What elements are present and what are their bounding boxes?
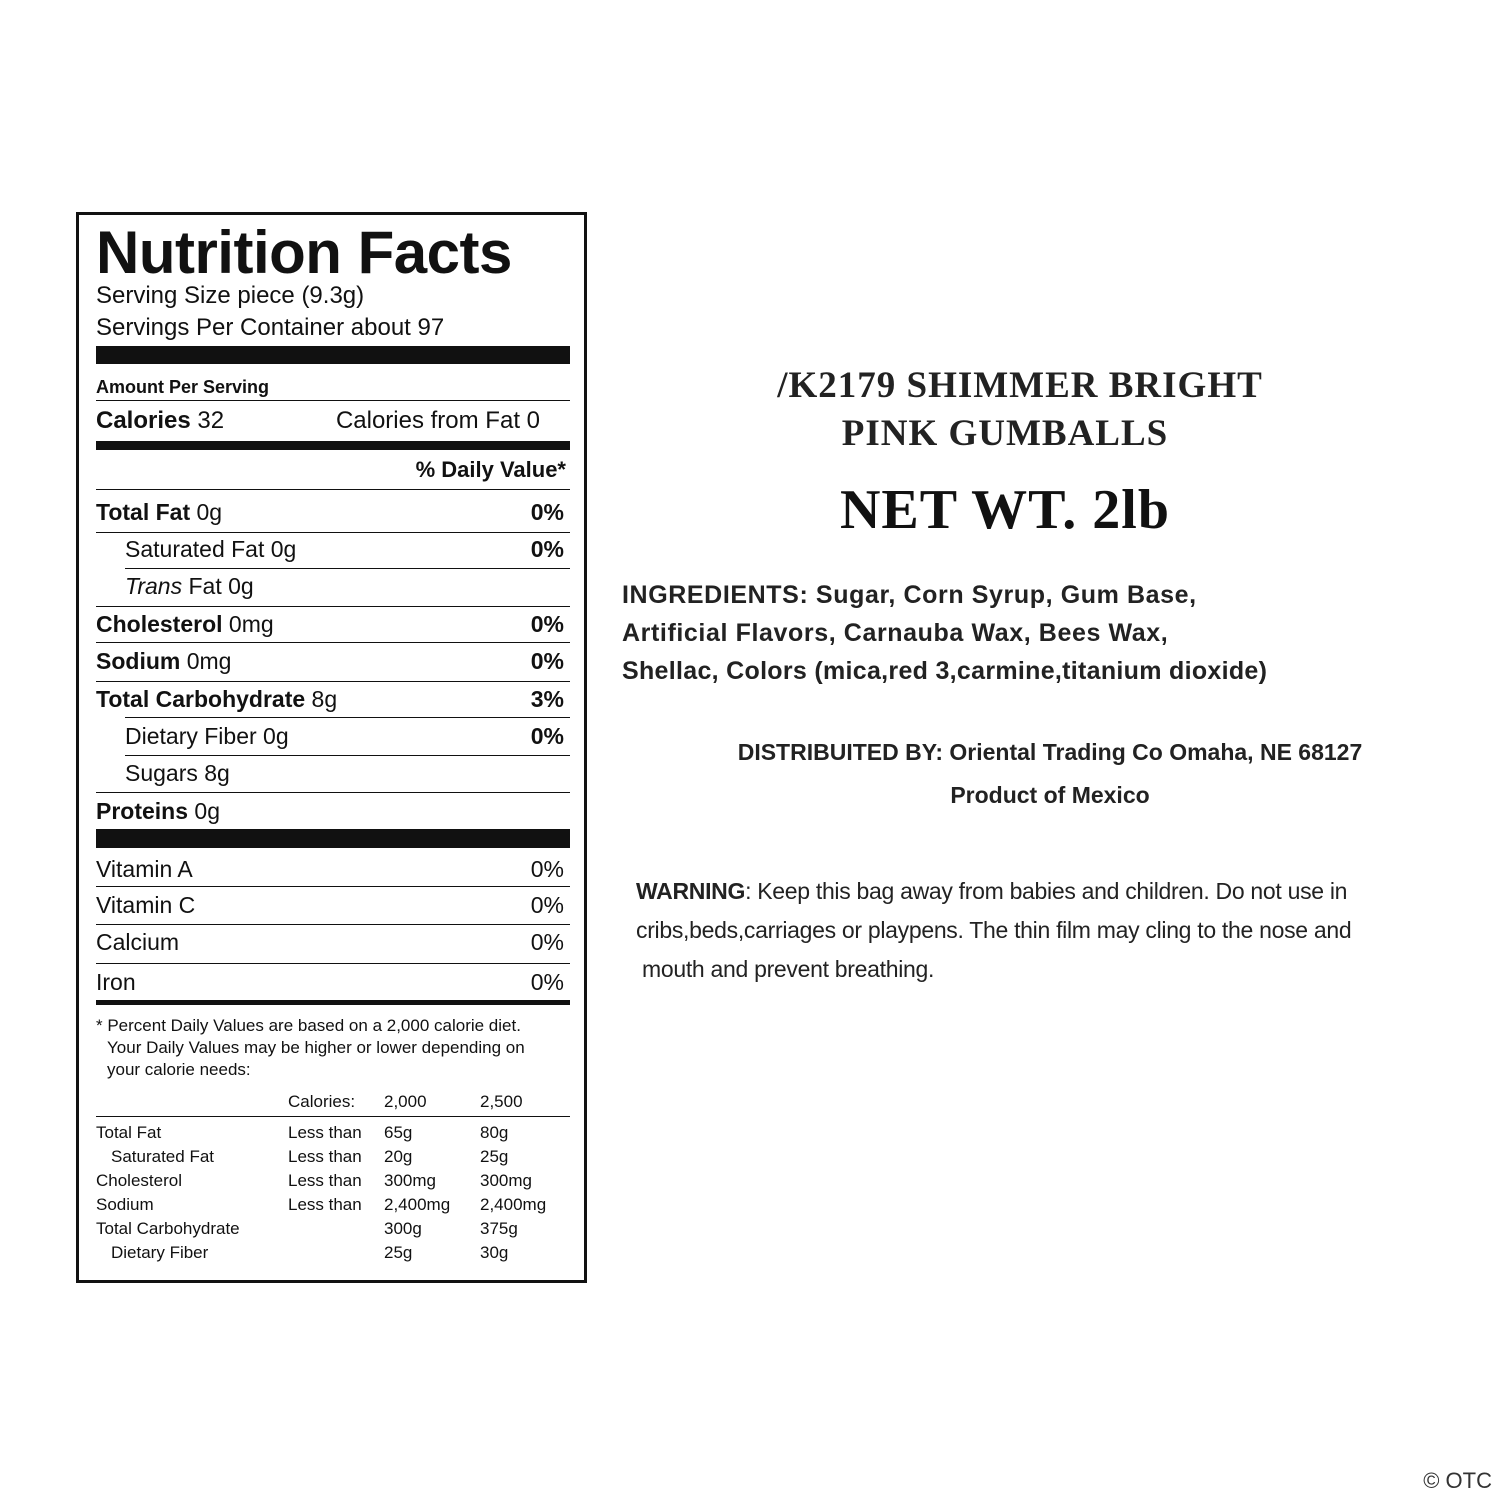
footnote-line: your calorie needs: bbox=[107, 1060, 251, 1079]
nutrient-dv: 0% bbox=[530, 648, 564, 674]
table-cell: 2,400mg bbox=[384, 1195, 451, 1214]
table-cell: Less than bbox=[288, 1195, 362, 1214]
table-cell: Dietary Fiber bbox=[111, 1243, 209, 1262]
table-cell: Total Carbohydrate bbox=[96, 1219, 240, 1238]
table-row bbox=[96, 1121, 576, 1145]
ingredients-label: INGREDIENTS: bbox=[622, 581, 809, 609]
table-cell: 80g bbox=[480, 1123, 509, 1142]
vitamin-dv: 0% bbox=[530, 892, 564, 918]
nutrient-row-sodium bbox=[96, 643, 570, 679]
vitamin-label: Iron bbox=[96, 969, 136, 995]
nutrient-row-saturated-fat bbox=[96, 531, 570, 567]
nutrition-facts-panel bbox=[76, 212, 587, 1283]
nutrient-row-trans-fat bbox=[96, 568, 570, 604]
table-cell: Less than bbox=[288, 1147, 362, 1166]
table-cell: Less than bbox=[288, 1171, 362, 1190]
nutrient-dv: 0% bbox=[530, 723, 564, 749]
calories-label: Calories bbox=[96, 407, 191, 434]
nutrient-amount: 0g bbox=[221, 573, 254, 599]
nutrient-amount: 0mg bbox=[180, 648, 232, 674]
table-cell: 65g bbox=[384, 1123, 413, 1142]
vitamin-row bbox=[96, 924, 570, 960]
nutrient-label-italic: Trans bbox=[125, 573, 183, 599]
thick-divider bbox=[96, 346, 570, 364]
nutrient-label: Total Fat bbox=[96, 499, 191, 525]
table-cell: 25g bbox=[480, 1147, 509, 1166]
nutrient-amount: 0g bbox=[264, 536, 297, 562]
servings-per-container: Servings Per Container about 97 bbox=[96, 314, 445, 341]
nutrient-label: Cholesterol bbox=[96, 611, 223, 637]
nutrient-dv: 0% bbox=[530, 611, 564, 637]
product-name-line: PINK GUMBALLS bbox=[841, 413, 1169, 454]
vitamin-row bbox=[96, 964, 570, 1000]
nutrient-label: Sodium bbox=[96, 648, 181, 674]
vitamin-label: Vitamin C bbox=[96, 892, 196, 918]
nutrient-amount: 0g bbox=[188, 798, 221, 824]
table-row bbox=[96, 1241, 576, 1265]
nutrient-dv: 0% bbox=[530, 499, 564, 525]
nutrient-amount: 8g bbox=[197, 760, 230, 786]
product-origin: Product of Mexico bbox=[950, 782, 1150, 808]
daily-value-header: % Daily Value* bbox=[415, 457, 566, 482]
table-cell: 375g bbox=[480, 1219, 518, 1238]
amount-per-serving: Amount Per Serving bbox=[96, 377, 270, 397]
vitamin-row bbox=[96, 887, 570, 923]
nutrient-row-proteins bbox=[96, 793, 570, 829]
vitamin-dv: 0% bbox=[530, 969, 564, 995]
nutrient-label: Sugars bbox=[125, 760, 198, 786]
table-cell: Total Fat bbox=[96, 1123, 162, 1142]
daily-value-header-row bbox=[96, 452, 570, 488]
nutrient-label: Proteins bbox=[96, 798, 189, 824]
nutrient-dv: 3% bbox=[530, 686, 564, 712]
divider bbox=[96, 1116, 570, 1117]
otc-watermark: © OTC bbox=[1423, 1468, 1492, 1493]
table-cell: 2,400mg bbox=[480, 1195, 547, 1214]
table-header-cell: 2,500 bbox=[480, 1092, 523, 1111]
table-row bbox=[96, 1193, 576, 1217]
table-cell: Saturated Fat bbox=[111, 1147, 215, 1166]
footnote-line: Your Daily Values may be higher or lower depending on bbox=[107, 1038, 525, 1057]
medium-divider bbox=[96, 441, 570, 450]
warning-line: mouth and prevent breathing. bbox=[642, 956, 935, 982]
warning-text: : Keep this bag away from babies and children. Do not use in bbox=[745, 878, 1348, 904]
table-row bbox=[96, 1145, 576, 1169]
serving-size: Serving Size piece (9.3g) bbox=[96, 282, 365, 309]
nutrient-label: Saturated Fat bbox=[125, 536, 265, 562]
medium-divider bbox=[96, 1000, 570, 1005]
nutrient-row-sugars bbox=[96, 755, 570, 791]
nutrient-amount: 0g bbox=[190, 499, 223, 525]
distributor-label: DISTRIBUITED BY: bbox=[737, 739, 944, 765]
vitamin-label: Calcium bbox=[96, 929, 180, 955]
table-cell: Sodium bbox=[96, 1195, 154, 1214]
nutrient-label: Fat bbox=[182, 573, 222, 599]
ingredients-line: Artificial Flavors, Carnauba Wax, Bees Wax, bbox=[622, 619, 1169, 647]
ingredients-text: Sugar, Corn Syrup, Gum Base, bbox=[808, 581, 1197, 609]
table-cell: 300mg bbox=[480, 1171, 532, 1190]
ingredients-line: Shellac, Colors (mica,red 3,carmine,titanium dioxide) bbox=[622, 657, 1268, 685]
nutrient-row-dietary-fiber bbox=[96, 718, 570, 754]
warning-label: WARNING bbox=[636, 878, 746, 904]
nutrient-label: Total Carbohydrate bbox=[96, 686, 306, 712]
reference-table-header bbox=[96, 1090, 576, 1116]
table-cell: 20g bbox=[384, 1147, 413, 1166]
nutrient-row-cholesterol bbox=[96, 606, 570, 642]
distributor-value: Oriental Trading Co Omaha, NE 68127 bbox=[943, 739, 1363, 765]
footnote-line: * Percent Daily Values are based on a 2,000 calorie diet. bbox=[96, 1016, 521, 1035]
vitamin-dv: 0% bbox=[530, 856, 564, 882]
nutrient-row-total-fat bbox=[96, 494, 570, 530]
nutrient-amount: 0g bbox=[256, 723, 289, 749]
vitamin-row bbox=[96, 851, 570, 887]
product-name-line: /K2179 SHIMMER BRIGHT bbox=[777, 365, 1263, 406]
calories-value: 32 bbox=[197, 407, 225, 434]
table-cell: 30g bbox=[480, 1243, 509, 1262]
table-row bbox=[96, 1217, 576, 1241]
table-cell: 300mg bbox=[384, 1171, 436, 1190]
divider bbox=[96, 489, 570, 490]
table-cell: Cholesterol bbox=[96, 1171, 182, 1190]
nutrient-label: Dietary Fiber bbox=[125, 723, 257, 749]
divider bbox=[96, 400, 570, 401]
warning-line bbox=[636, 872, 1436, 911]
calories-row bbox=[96, 403, 570, 439]
nutrient-row-total-carbohydrate bbox=[96, 681, 570, 717]
distributor-line bbox=[600, 730, 1500, 774]
nutrition-title: Nutrition Facts bbox=[96, 219, 512, 286]
table-header-cell: 2,000 bbox=[384, 1092, 427, 1111]
vitamin-dv: 0% bbox=[530, 929, 564, 955]
vitamin-label: Vitamin A bbox=[96, 856, 193, 882]
table-cell: 300g bbox=[384, 1219, 422, 1238]
thick-divider bbox=[96, 829, 570, 848]
ingredients-line bbox=[622, 576, 1482, 614]
warning-line: cribs,beds,carriages or playpens. The thin film may cling to the nose and bbox=[636, 917, 1352, 943]
table-cell: Less than bbox=[288, 1123, 362, 1142]
net-weight: NET WT. 2lb bbox=[839, 479, 1171, 541]
nutrient-amount: 0mg bbox=[222, 611, 274, 637]
table-row bbox=[96, 1169, 576, 1193]
nutrient-amount: 8g bbox=[305, 686, 338, 712]
calories-from-fat: Calories from Fat 0 bbox=[335, 407, 540, 434]
table-cell: 25g bbox=[384, 1243, 413, 1262]
nutrient-dv: 0% bbox=[530, 536, 564, 562]
table-header-cell: Calories: bbox=[288, 1092, 356, 1111]
